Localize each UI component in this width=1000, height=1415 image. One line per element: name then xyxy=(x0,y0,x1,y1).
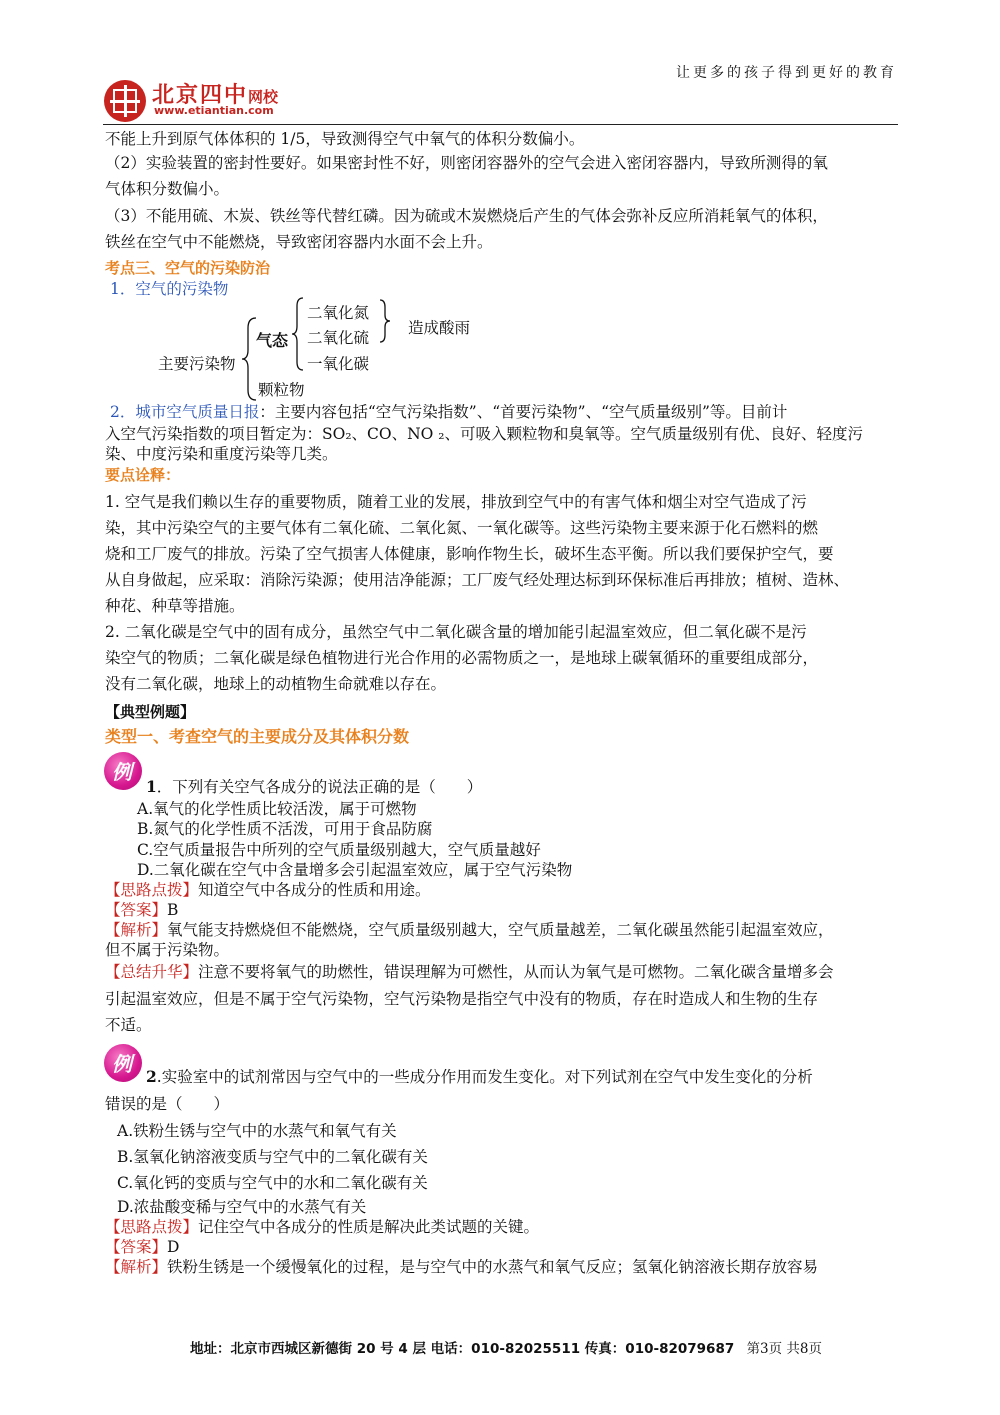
logo-url: www.etiantian.com xyxy=(154,104,274,117)
analysis-label: 【解析】 xyxy=(105,921,168,939)
diagram-acid-brace xyxy=(378,298,392,344)
school-logo-icon xyxy=(104,80,146,122)
diagram-gas-item: 一氧化碳 xyxy=(307,355,370,373)
option: A.氧气的化学性质比较活泼，属于可燃物 xyxy=(137,800,417,818)
answer-text: B xyxy=(167,901,179,919)
diagram-gas-label: 气态 xyxy=(256,331,289,350)
question-stem xyxy=(146,1067,813,1087)
answer-text: D xyxy=(167,1238,180,1256)
text-line: 错误的是（ ） xyxy=(105,1095,230,1113)
example-mark-icon: 例 xyxy=(104,1044,142,1082)
answer-label: 【答案】 xyxy=(105,1238,168,1256)
logo-title: 北京四中 xyxy=(152,82,249,108)
summary-text: 注意不要将氧气的助燃性，错误理解为可燃性，从而认为氧气是可燃物。二氧化碳含量增多会 xyxy=(198,963,834,981)
hint-text: 知道空气中各成分的性质和用途。 xyxy=(198,881,431,899)
option: C.氧化钙的变质与空气中的水和二氧化碳有关 xyxy=(117,1174,428,1192)
diagram-particles: 颗粒物 xyxy=(258,381,305,399)
subsection-title: 1．空气的污染物 xyxy=(110,280,229,298)
text-line: 染空气的物质；二氧化碳是绿色植物进行光合作用的必需物质之一，是地球上碳氧循环的重要组成部分， xyxy=(105,649,819,667)
analysis-line xyxy=(105,920,834,940)
question-number: 1 xyxy=(146,777,157,796)
diagram-gas-item: 二氧化氮 xyxy=(307,304,370,322)
diagram-gas-item: 二氧化硫 xyxy=(307,329,370,347)
text-line: 染，其中污染空气的主要气体有二氧化硫、二氧化氮、一氧化碳等。这些污染物主要来源于化石燃料的燃 xyxy=(105,519,819,537)
example-mark-icon: 例 xyxy=(104,752,142,790)
option: B.氮气的化学性质不活泼，可用于食品防腐 xyxy=(137,820,433,838)
text-line: 烧和工厂废气的排放。污染了空气损害人体健康，影响作物生长，破坏生态平衡。所以我们要保护空气，要 xyxy=(105,545,834,563)
header-divider xyxy=(103,124,898,125)
footer-address: 地址：北京市西城区新德街 20 号 4 层 电话：010-82025511 传真：010-82079687 xyxy=(190,1341,735,1357)
option: B.氢氧化钠溶液变质与空气中的二氧化碳有关 xyxy=(117,1148,428,1166)
page-footer xyxy=(190,1337,822,1357)
text-span: ：主要内容包括“空气污染指数”、“首要污染物”、“空气质量级别”等。目前计 xyxy=(259,403,788,421)
question-text: .实验室中的试剂常因与空气中的一些成分作用而发生变化。对下列试剂在空气中发生变化的分析 xyxy=(156,1068,813,1086)
text-line: 种花、种草等措施。 xyxy=(105,597,245,615)
option: A.铁粉生锈与空气中的水蒸气和氧气有关 xyxy=(117,1122,397,1140)
text-line: 引起温室效应，但是不属于空气污染物，空气污染物是指空气中没有的物质，存在时造成人和生物的生存 xyxy=(105,990,819,1008)
analysis-line xyxy=(105,1257,818,1277)
text-line: （3）不能用硫、木炭、铁丝等代替红磷。因为硫或木炭燃烧后产生的气体会弥补反应所消耗氧气的体积， xyxy=(105,207,828,225)
text-line xyxy=(110,402,787,422)
section-heading: 考点三、空气的污染防治 xyxy=(105,259,271,277)
option: D.二氧化碳在空气中含量增多会引起温室效应，属于空气污染物 xyxy=(137,861,573,879)
hint-line xyxy=(105,880,431,900)
question-number: 2 xyxy=(146,1067,157,1086)
hint-line xyxy=(105,1217,539,1237)
explain-heading: 要点诠释： xyxy=(105,466,181,484)
type-heading: 类型一、考查空气的主要成分及其体积分数 xyxy=(105,727,410,746)
hint-label: 【思路点拨】 xyxy=(105,881,199,899)
text-line: （2）实验装置的密封性要好。如果密封性不好，则密闭容器外的空气会进入密闭容器内，导致所测得的氧 xyxy=(105,154,828,172)
option: C.空气质量报告中所列的空气质量级别越大，空气质量越好 xyxy=(137,841,541,859)
option: D.浓盐酸变稀与空气中的水蒸气有关 xyxy=(117,1198,367,1216)
summary-line xyxy=(105,962,834,982)
text-line: 染、中度污染和重度污染等几类。 xyxy=(105,445,338,463)
examples-title: 【典型例题】 xyxy=(105,703,196,721)
diagram-acid-rain: 造成酸雨 xyxy=(408,319,471,337)
text-line: 1. 空气是我们赖以生存的重要物质，随着工业的发展，排放到空气中的有害气体和烟尘对空气造成了污 xyxy=(105,493,807,511)
subsection-title: 2．城市空气质量日报 xyxy=(110,403,260,421)
hint-text: 记住空气中各成分的性质是解决此类试题的关键。 xyxy=(198,1218,540,1236)
diagram-gas-brace xyxy=(290,296,306,372)
text-line: 气体积分数偏小。 xyxy=(105,180,230,198)
hint-label: 【思路点拨】 xyxy=(105,1218,199,1236)
answer-line xyxy=(105,900,178,920)
footer-page-number: 第3页 共8页 xyxy=(746,1341,823,1357)
analysis-label: 【解析】 xyxy=(105,1258,168,1276)
analysis-text: 铁粉生锈是一个缓慢氧化的过程，是与空气中的水蒸气和氧气反应；氢氧化钠溶液长期存放容易 xyxy=(167,1258,819,1276)
diagram-root: 主要污染物 xyxy=(158,355,236,373)
summary-label: 【总结升华】 xyxy=(105,963,199,981)
question-stem xyxy=(146,777,482,797)
text-line: 但不属于污染物。 xyxy=(105,941,230,959)
text-line: 铁丝在空气中不能燃烧，导致密闭容器内水面不会上升。 xyxy=(105,233,493,251)
logo-suffix: 网校 xyxy=(248,88,279,106)
answer-line xyxy=(105,1237,179,1257)
text-line: 没有二氧化碳，地球上的动植物生命就难以存在。 xyxy=(105,675,447,693)
question-text: ．下列有关空气各成分的说法正确的是（ ） xyxy=(156,778,483,796)
text-line: 2. 二氧化碳是空气中的固有成分，虽然空气中二氧化碳含量的增加能引起温室效应，但二氧化碳不是污 xyxy=(105,623,807,641)
text-line: 不能上升到原气体体积的 1/5，导致测得空气中氧气的体积分数偏小。 xyxy=(105,130,585,148)
text-line: 不适。 xyxy=(105,1016,152,1034)
text-line: 从自身做起，应采取：消除污染源；使用洁净能源；工厂废气经处理达标到环保标准后再排放；植树、造林、 xyxy=(105,571,850,589)
answer-label: 【答案】 xyxy=(105,901,168,919)
header-slogan: 让更多的孩子得到更好的教育 xyxy=(676,65,897,81)
text-line: 入空气污染指数的项目暂定为：SO₂、CO、NO ₂、可吸入颗粒物和臭氧等。空气质量级别有优、良好、轻度污 xyxy=(105,425,864,443)
analysis-text: 氧气能支持燃烧但不能燃烧，空气质量级别越大，空气质量越差，二氧化碳虽然能引起温室效应， xyxy=(167,921,834,939)
